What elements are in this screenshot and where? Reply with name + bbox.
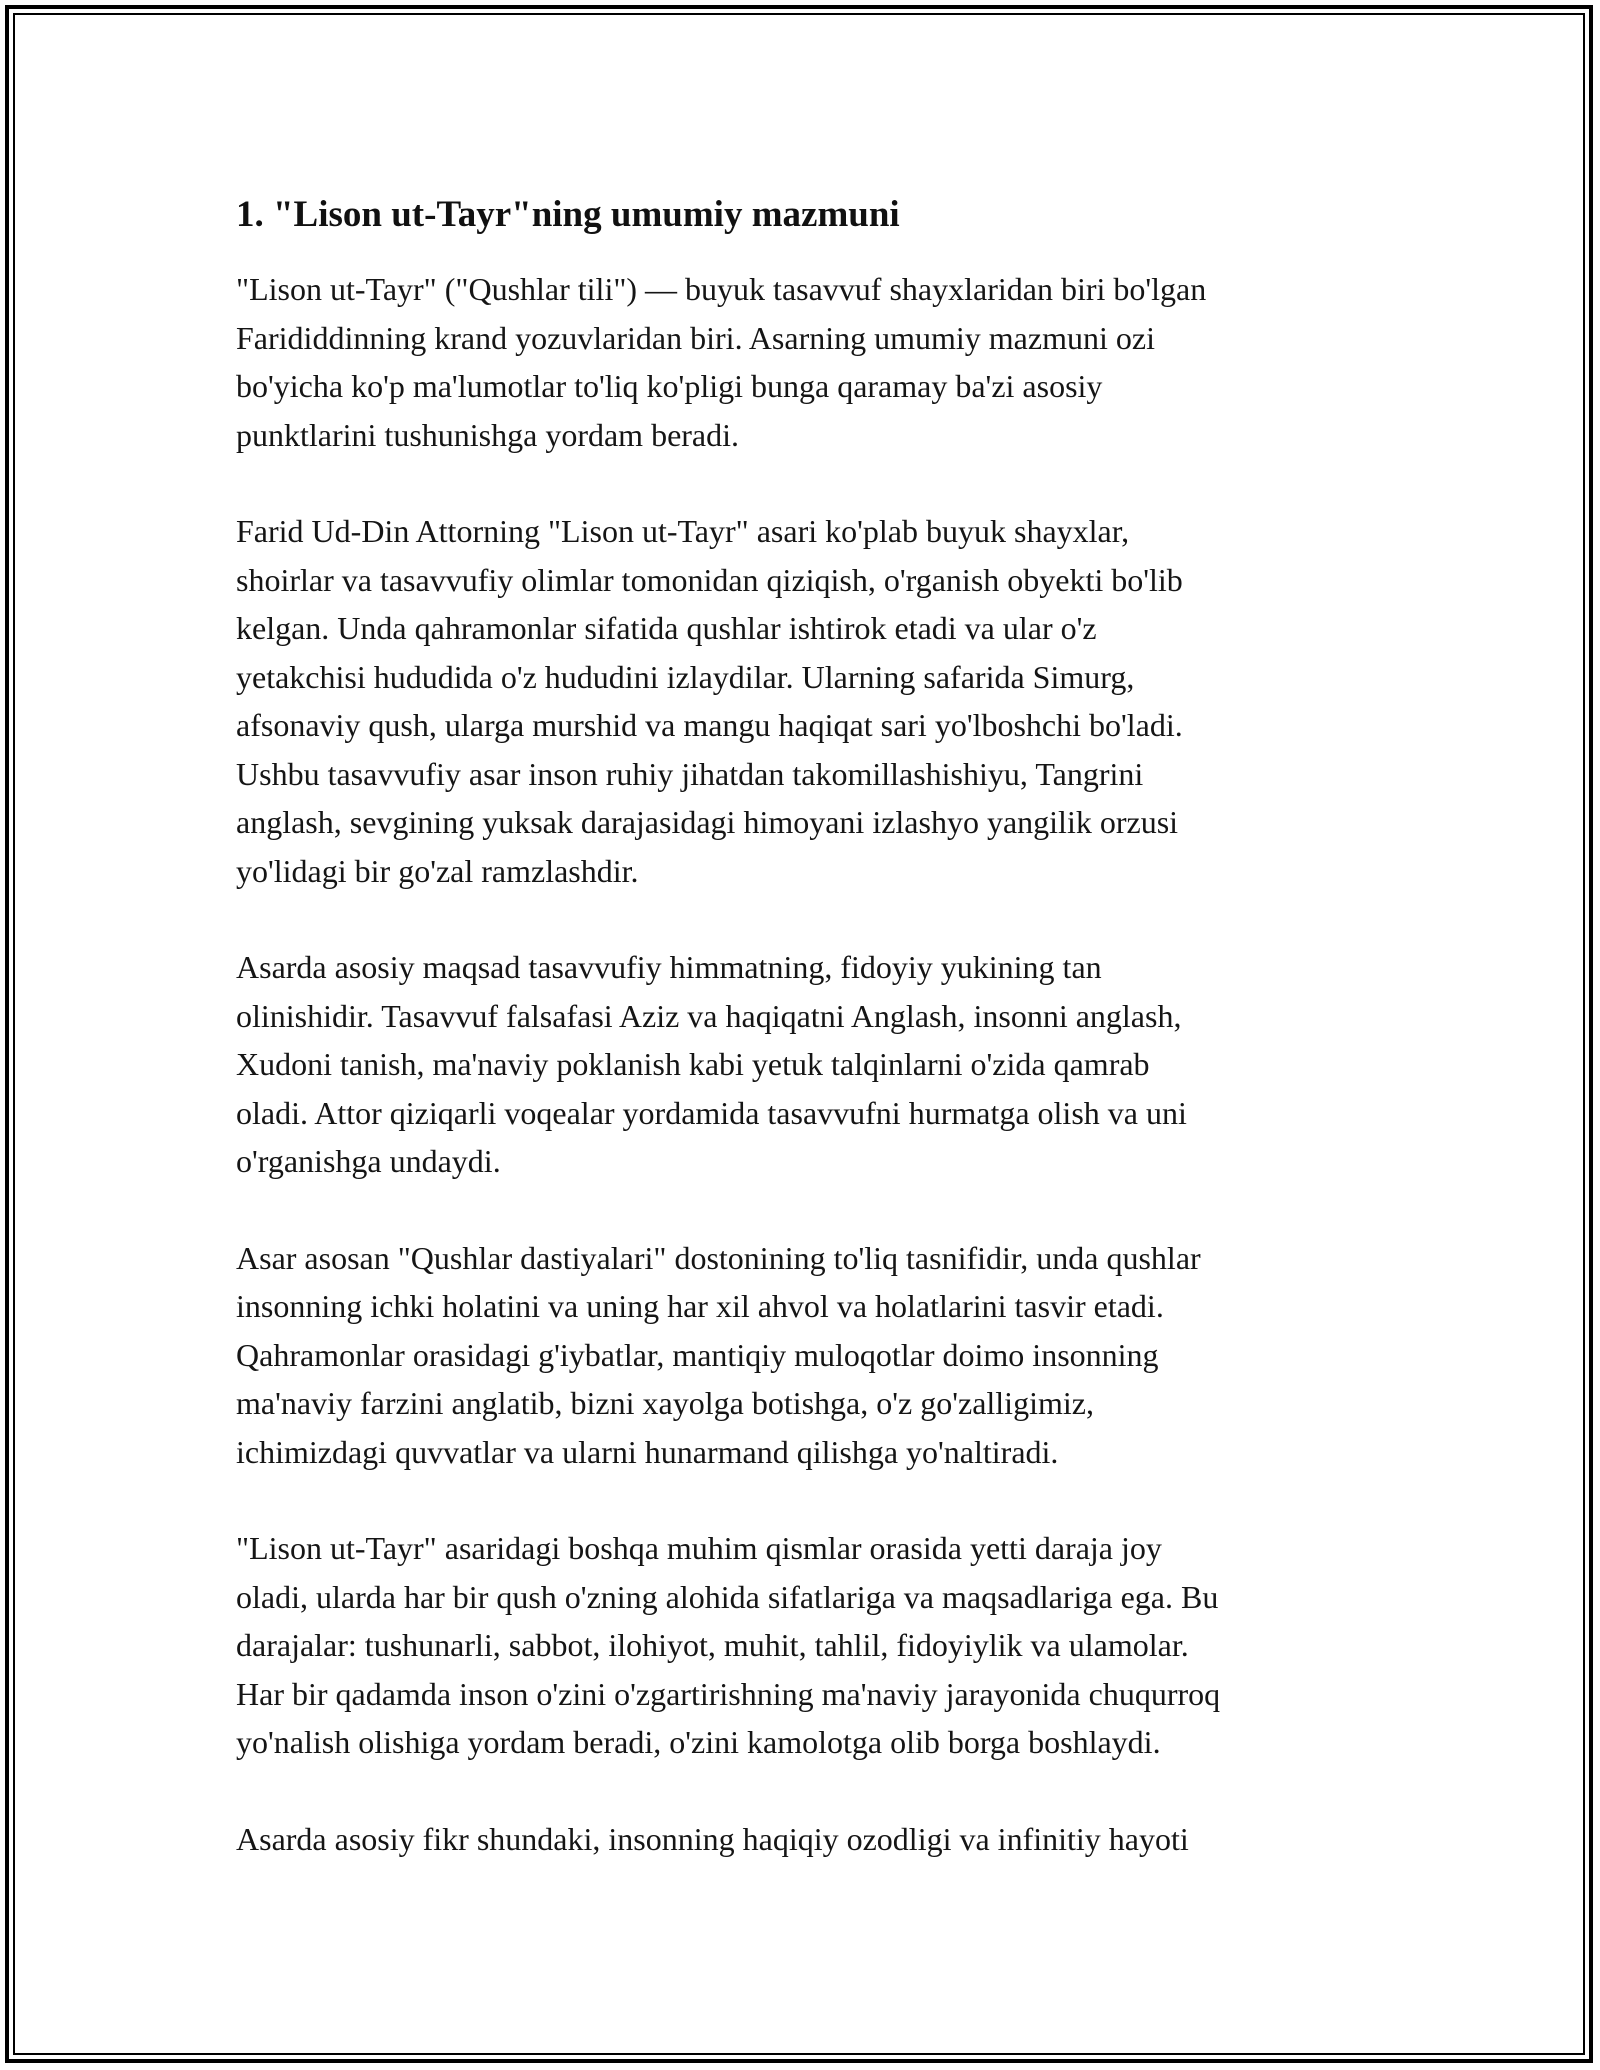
text-line: olinishidir. Tasavvuf falsafasi Aziz va haqiqatni Anglash, insonni anglash, [236,997,1182,1034]
paragraph-6 [236,1815,1376,1864]
paragraph-2 [236,507,1376,895]
text-line: afsonaviy qush, ularga murshid va mangu haqiqat sari yo'lboshchi bo'ladi. [236,707,1183,743]
text-line: oladi. Attor qiziqarli voqealar yordamida tasavvufni hurmatga olish va uni [236,1094,1187,1131]
text-line: o'rganishga undaydi. [236,1143,501,1179]
text-line: Asarda asosiy maqsad tasavvufiy himmatning, fidoyiy yukining tan [236,949,1102,985]
paragraph-3 [236,943,1376,1186]
text-line: yo'nalish olishiga yordam beradi, o'zini kamolotga olib borga boshlaydi. [236,1724,1161,1760]
text-line: kelgan. Unda qahramonlar sifatida qushlar ishtirok etadi va ular o'z [236,610,1097,646]
paragraph-5 [236,1524,1376,1767]
text-line: Xudoni tanish, ma'naviy poklanish kabi yetuk talqinlarni o'zida qamrab [236,1046,1150,1082]
page-title: 1. "Lison ut-Tayr"ning umumiy mazmuni [236,194,900,235]
text-line: ma'naviy farzini anglatib, bizni xayolga botishga, o'z go'zalligimiz, [236,1385,1094,1421]
text-line: Asarda asosiy fikr shundaki, insonning haqiqiy ozodligi va infinitiy hayoti [236,1820,1189,1857]
text-line: Farid Ud-Din Attorning "Lison ut-Tayr" asari ko'plab buyuk shayxlar, [236,513,1130,549]
text-line: Har bir qadamda inson o'zini o'zgartirishning ma'naviy jarayonida chuqurroq [236,1675,1221,1712]
text-line: Farididdinning krand yozuvlaridan biri. Asarning umumiy mazmuni ozi [236,319,1155,356]
text-line: insonning ichki holatini va uning har xil ahvol va holatlarini tasvir etadi. [236,1288,1164,1324]
text-line: Qahramonlar orasidagi g'iybatlar, mantiqiy muloqotlar doimo insonning [236,1336,1159,1373]
text-line: punktlarini tushunishga yordam beradi. [236,416,740,453]
paragraph-1 [236,265,1376,459]
text-line: Ushbu tasavvufiy asar inson ruhiy jihatdan takomillashishiyu, Tangrini [236,755,1144,792]
text-line: "Lison ut-Tayr" ("Qushlar tili") — buyuk tasavvuf shayxlaridan biri bo'lgan [236,271,1207,307]
text-line: darajalar: tushunarli, sabbot, ilohiyot, muhit, tahlil, fidoyiylik va ulamolar. [236,1627,1189,1663]
text-line: "Lison ut-Tayr" asaridagi boshqa muhim qismlar orasida yetti daraja joy [236,1530,1162,1566]
text-line: yo'lidagi bir go'zal ramzlashdir. [236,852,639,889]
text-line: oladi, ularda har bir qush o'zning alohida sifatlariga va maqsadlariga ega. Bu [236,1578,1219,1615]
document-body [236,185,1376,1911]
text-line: shoirlar va tasavvufiy olimlar tomonidan qiziqish, o'rganish obyekti bo'lib [236,561,1183,598]
text-line: Asar asosan "Qushlar dastiyalari" dostonining to'liq tasnifidir, unda qushlar [236,1239,1201,1276]
paragraph-4 [236,1234,1376,1477]
text-line: yetakchisi hududida o'z hududini izlaydilar. Ularning safarida Simurg, [236,658,1135,695]
text-line: ichimizdagi quvvatlar va ularni hunarmand qilishga yo'naltiradi. [236,1433,1059,1470]
text-line: anglash, sevgining yuksak darajasidagi himoyani izlashyo yangilik orzusi [236,804,1179,840]
text-line: bo'yicha ko'p ma'lumotlar to'liq ko'pligi bunga qaramay ba'zi asosiy [236,368,1103,404]
